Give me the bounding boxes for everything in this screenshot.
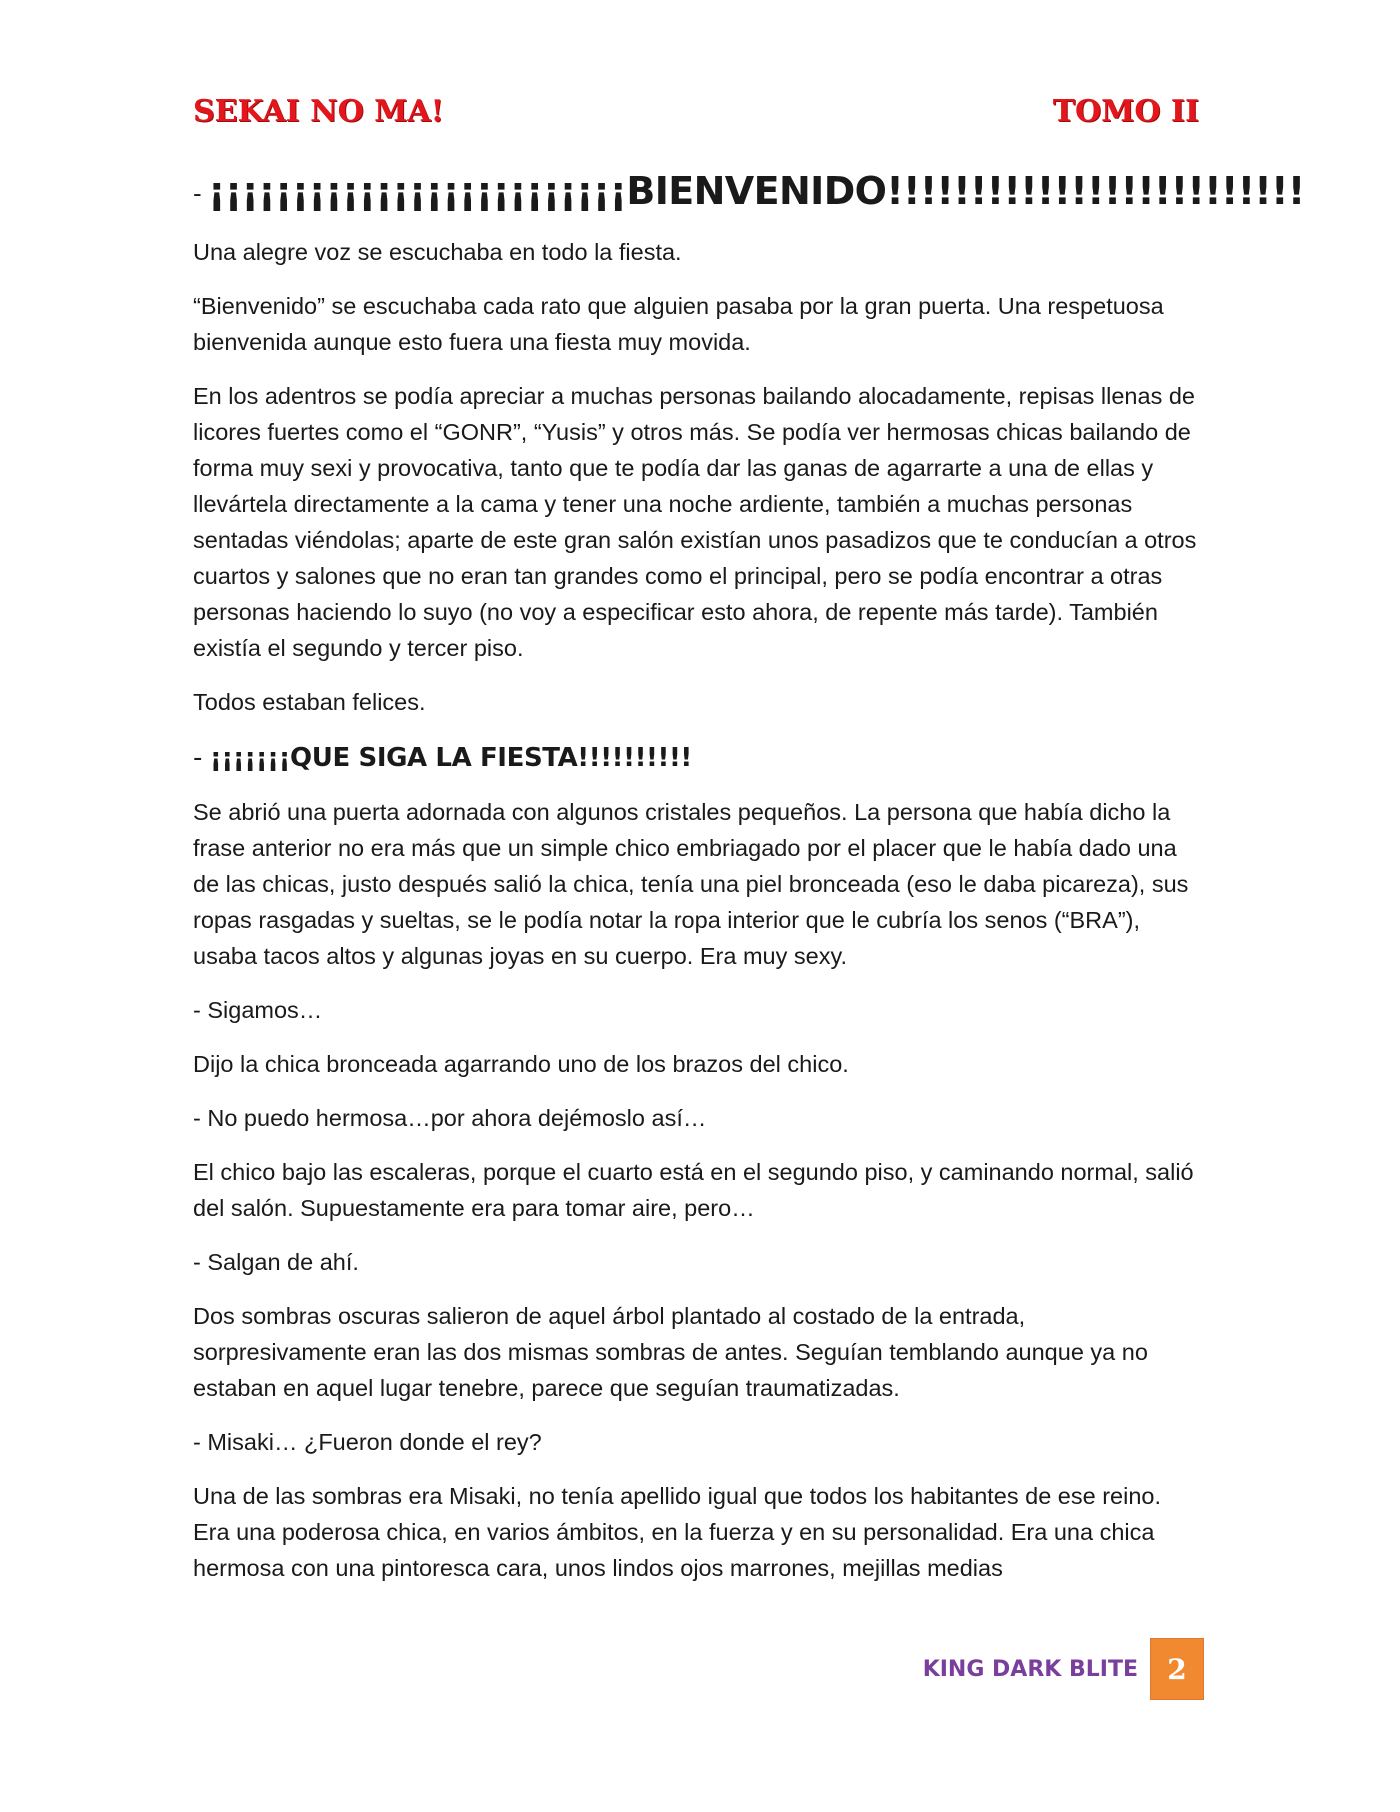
page-number-box (1150, 1638, 1204, 1700)
page-body (193, 165, 1305, 1604)
paragraph: El chico bajo las escaleras, porque el cuarto está en el segundo piso, y caminando normal, salió del salón. Supuestamente era para tomar aire, pero… (193, 1158, 1194, 1221)
paragraph: Se abrió una puerta adornada con algunos cristales pequeños. La persona que había dicho la frase anterior no era más que un simple chico embriagado por el placer que le había dado una de las chicas, justo después salió la chica, tenía una piel bronceada (eso le daba picareza), sus ropas rasgadas y sueltas, se le podía notar la ropa interior que le cubría los senos (“BRA”), usaba tacos altos y algunas joyas en su cuerpo. Era muy sexy. (193, 798, 1189, 969)
subheading-text: ¡¡¡¡¡¡¡QUE SIGA LA FIESTA!!!!!!!!!! (209, 742, 692, 773)
headline-text: ¡¡¡¡¡¡¡¡¡¡¡¡¡¡¡¡¡¡¡¡¡¡¡¡¡BIENVENIDO!!!!!!!!!!!!!!!!!!!!!!!!! (208, 169, 1305, 213)
paragraph: Una de las sombras era Misaki, no tenía apellido igual que todos los habitantes de ese reino. Era una poderosa chica, en varios ámbitos, en la fuerza y en su personalidad. Era una chica hermosa con una pintoresca cara, unos lindos ojos marrones, mejillas medias (193, 1482, 1162, 1581)
page-number: 2 (1167, 1652, 1187, 1686)
paragraph: Todos estaban felices. (193, 688, 426, 715)
paragraph: Dijo la chica bronceada agarrando uno de los brazos del chico. (193, 1050, 849, 1077)
headline-dash: - (193, 179, 209, 208)
page-header (193, 88, 1199, 134)
paragraph: Dos sombras oscuras salieron de aquel árbol plantado al costado de la entrada, sorpresivamente eran las dos mismas sombras de antes. Seguían temblando aunque ya no estaban en aquel lugar tenebre, parece que seguían traumatizadas. (193, 1302, 1148, 1401)
paragraph: Una alegre voz se escuchaba en todo la fiesta. (193, 238, 682, 265)
page-footer (923, 1638, 1204, 1700)
subheading (193, 738, 1203, 778)
dialogue-line: - Misaki… ¿Fueron donde el rey? (193, 1428, 542, 1455)
dialogue-line: - Sigamos… (193, 996, 323, 1023)
volume-label: TOMO II (1052, 93, 1199, 129)
paragraph: “Bienvenido” se escuchaba cada rato que alguien pasaba por la gran puerta. Una respetuosa bienvenida aunque esto fuera una fiesta muy movida. (193, 292, 1164, 355)
dialogue-line: - No puedo hermosa…por ahora dejémoslo así… (193, 1104, 707, 1131)
headline (193, 165, 1305, 220)
paragraph: En los adentros se podía apreciar a muchas personas bailando alocadamente, repisas llenas de licores fuertes como el “GONR”, “Yusis” y otros más. Se podía ver hermosas chicas bailando de forma muy sexi y provocativa, tanto que te podía dar las ganas de agarrarte a una de ellas y llevártela directamente a la cama y tener una noche ardiente, también a muchas personas sentadas viéndolas; aparte de este gran salón existían unos pasadizos que te conducían a otros cuartos y salones que no eran tan grandes como el principal, pero se podía encontrar a otras personas haciendo lo suyo (no voy a especificar esto ahora, de repente más tarde). También existía el segundo y tercer piso. (193, 382, 1197, 661)
dialogue-line: - Salgan de ahí. (193, 1248, 359, 1275)
subheading-dash: - (193, 742, 210, 773)
author-name: KING DARK BLITE (922, 1656, 1138, 1682)
book-title: SEKAI NO MA! (193, 93, 444, 129)
